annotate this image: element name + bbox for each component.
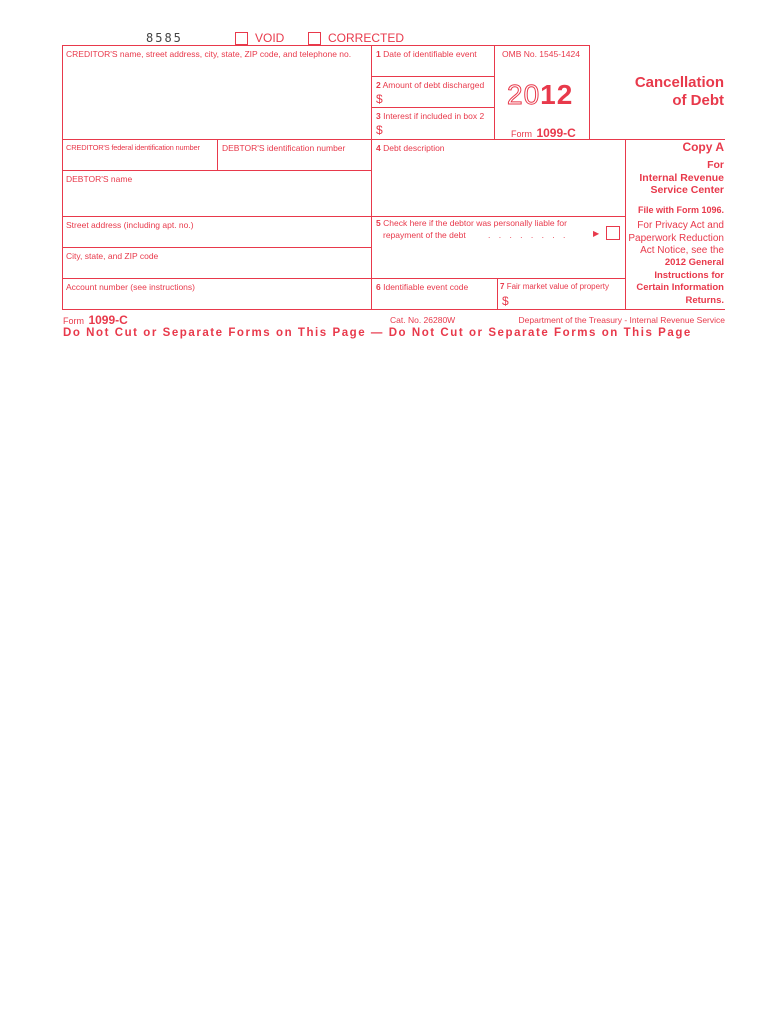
street-label: Street address (including apt. no.) bbox=[66, 220, 194, 230]
footer-form-word: Form bbox=[63, 316, 84, 326]
rule bbox=[62, 45, 589, 46]
city-label: City, state, and ZIP code bbox=[66, 251, 159, 261]
corrected-label: CORRECTED bbox=[328, 31, 405, 45]
box6-number: 6 bbox=[376, 282, 381, 292]
arrow-icon: ▶ bbox=[593, 229, 600, 238]
debtor-name-field[interactable] bbox=[63, 186, 370, 215]
year-outline: 20 bbox=[507, 79, 541, 110]
corrected-checkbox[interactable] bbox=[308, 32, 321, 45]
creditor-info-field[interactable] bbox=[63, 60, 370, 138]
box1-text: Date of identifiable event bbox=[383, 49, 477, 59]
void-label: VOID bbox=[255, 31, 285, 45]
box5-text: Check here if the debtor was personally liable for bbox=[383, 218, 567, 228]
box7-label bbox=[500, 282, 609, 292]
copy-a-title: Copy A bbox=[682, 140, 724, 154]
box2-label bbox=[376, 80, 484, 90]
box2-dollar: $ bbox=[376, 92, 383, 106]
do-not-cut-notice: Do Not Cut or Separate Forms on This Page — Do Not Cut or Separate Forms on This Page bbox=[63, 327, 692, 339]
debtor-id-label: DEBTOR'S identification number bbox=[222, 143, 346, 153]
creditor-info-label: CREDITOR'S name, street address, city, state, ZIP code, and telephone no. bbox=[66, 49, 352, 59]
box2-field[interactable] bbox=[386, 91, 493, 106]
copy-irs-line2: Service Center bbox=[650, 184, 724, 196]
omb-number: OMB No. 1545-1424 bbox=[502, 49, 580, 59]
rule bbox=[62, 216, 625, 217]
copy-for: For bbox=[707, 159, 724, 171]
box2-text: Amount of debt discharged bbox=[382, 80, 485, 90]
box5-label-line1 bbox=[376, 218, 567, 228]
box3-label bbox=[376, 111, 484, 121]
form-word: Form bbox=[511, 129, 532, 139]
form-code: 8585 bbox=[146, 31, 183, 45]
debtor-id-field[interactable] bbox=[218, 154, 370, 169]
account-field[interactable] bbox=[63, 293, 370, 308]
box3-number: 3 bbox=[376, 111, 381, 121]
street-field[interactable] bbox=[63, 231, 370, 246]
box3-dollar: $ bbox=[376, 123, 383, 137]
rule bbox=[62, 309, 725, 310]
box1-number: 1 bbox=[376, 49, 381, 59]
department: Department of the Treasury - Internal Revenue Service bbox=[518, 315, 725, 325]
footer-form-number: 1099-C bbox=[88, 313, 128, 327]
rule bbox=[62, 278, 625, 279]
box4-number: 4 bbox=[376, 143, 381, 153]
box2-number: 2 bbox=[376, 80, 381, 90]
tax-year bbox=[507, 80, 573, 110]
box7-text: Fair market value of property bbox=[506, 282, 609, 291]
rule bbox=[371, 76, 494, 77]
rule bbox=[62, 170, 371, 171]
form-number: 1099-C bbox=[536, 126, 576, 140]
box6-field[interactable] bbox=[372, 293, 496, 308]
box4-text: Debt description bbox=[383, 143, 445, 153]
privacy-line6: Certain Information bbox=[636, 282, 724, 293]
box7-number: 7 bbox=[500, 282, 505, 291]
box3-text: Interest if included in box 2 bbox=[383, 111, 485, 121]
box5-leader: . . . . . . . . bbox=[488, 230, 569, 240]
creditor-fed-id-label: CREDITOR'S federal identification number bbox=[66, 143, 200, 152]
rule bbox=[62, 247, 371, 248]
rule bbox=[625, 139, 626, 309]
box5-checkbox[interactable] bbox=[606, 226, 620, 240]
rule bbox=[497, 278, 498, 309]
box5-label-line2: repayment of the debt bbox=[383, 230, 466, 240]
account-label: Account number (see instructions) bbox=[66, 282, 195, 292]
city-field[interactable] bbox=[63, 262, 370, 277]
box6-label bbox=[376, 282, 468, 292]
rule bbox=[494, 45, 495, 139]
form-title-line2: of Debt bbox=[672, 92, 724, 109]
privacy-line5: Instructions for bbox=[654, 270, 724, 281]
box7-field[interactable] bbox=[512, 293, 624, 308]
cat-number: Cat. No. 26280W bbox=[390, 315, 456, 325]
privacy-line1: For Privacy Act and bbox=[637, 220, 724, 231]
box1-field[interactable] bbox=[372, 60, 493, 75]
box4-label bbox=[376, 143, 445, 153]
file-with-note: File with Form 1096. bbox=[637, 205, 724, 215]
void-checkbox[interactable] bbox=[235, 32, 248, 45]
form-title-line1: Cancellation bbox=[634, 74, 724, 91]
copy-irs-line1: Internal Revenue bbox=[639, 172, 724, 184]
privacy-line2: Paperwork Reduction bbox=[628, 233, 724, 244]
privacy-line3: Act Notice, see the bbox=[640, 245, 724, 256]
debtor-name-label: DEBTOR'S name bbox=[66, 174, 133, 184]
creditor-fed-id-field[interactable] bbox=[63, 154, 216, 169]
privacy-line7: Returns. bbox=[685, 295, 724, 306]
box6-text: Identifiable event code bbox=[383, 282, 469, 292]
box3-field[interactable] bbox=[386, 122, 493, 137]
box4-field[interactable] bbox=[372, 154, 624, 215]
form-id bbox=[511, 124, 576, 142]
box7-dollar: $ bbox=[502, 294, 509, 308]
box5-number: 5 bbox=[376, 218, 381, 228]
rule bbox=[589, 45, 590, 139]
privacy-line4: 2012 General bbox=[664, 257, 724, 268]
box1-label bbox=[376, 49, 477, 59]
rule bbox=[371, 107, 494, 108]
year-bold: 12 bbox=[540, 79, 574, 110]
